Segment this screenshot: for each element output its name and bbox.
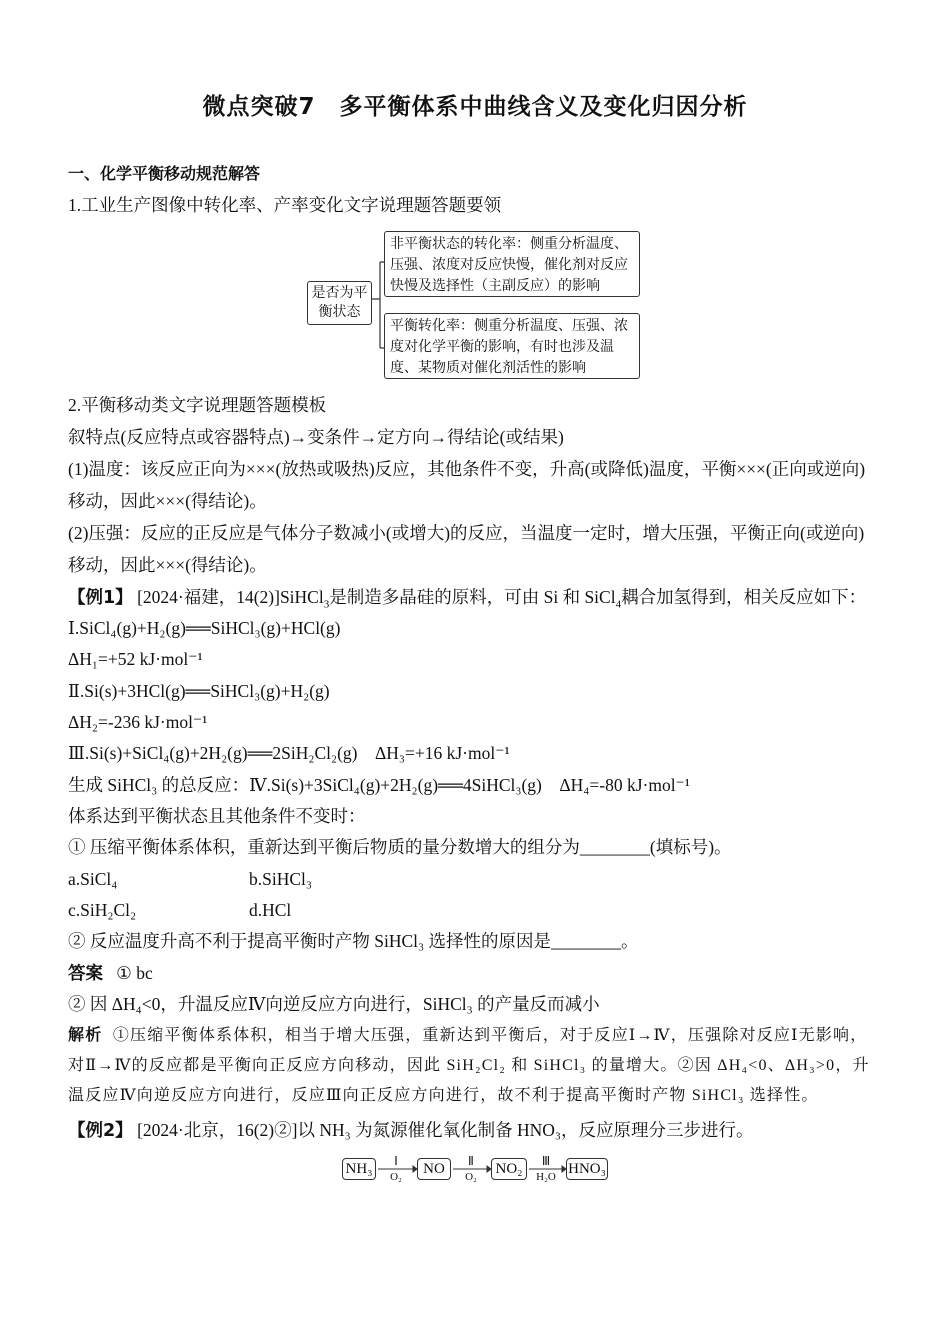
reaction-1: Ⅰ.SiCl₄(g)+H₂(g)══SiHCl₃(g)+HCl(g)	[68, 618, 341, 638]
diagram-top-box: 非平衡状态的转化率：侧重分析温度、压强、浓度对反应快慢，催化剂对反应快慢及选择性（主副反应）的影响	[384, 231, 640, 297]
flow-node-nh3: NH₃	[342, 1158, 376, 1180]
subheading-2: 2.平衡移动类文字说理题答题模板	[68, 395, 327, 415]
question-1: ① 压缩平衡体系体积，重新达到平衡后物质的量分数增大的组分为________(填标号)。	[68, 837, 732, 857]
option-c: c.SiH₂Cl₂	[68, 900, 137, 920]
example-2-text: [2024·北京，16(2)②]以 NH₃ 为氮源催化氧化制备 HNO₃，反应原理分三步进行。	[137, 1120, 754, 1140]
explanation-tag: 解析	[68, 1025, 103, 1044]
step-1-label: Ⅰ	[394, 1154, 398, 1168]
step-3-cond: H₂O	[536, 1171, 556, 1183]
reaction-3: Ⅲ.Si(s)+SiCl₄(g)+2H₂(g)══2SiH₂Cl₂(g) ΔH₃=+16 kJ·mol⁻¹	[68, 743, 510, 763]
explanation-text: ①压缩平衡体系体积，相当于增大压强，重新达到平衡后，对于反应Ⅰ→Ⅳ，压强除对反应Ⅰ无影响，对Ⅱ→Ⅳ的反应都是平衡向正反应方向移动，因此 SiH₂Cl₂ 和 SiHCl₃ 的量增大。②因 ΔH₄<0、ΔH₃>0，升温反应Ⅳ向逆反应方向进行，反应Ⅲ向正反应方向进行，故不利于提高平衡时产物 SiHCl₃ 选择性。	[68, 1027, 870, 1104]
intro-tail: 耦合加氢得到，相关反应如下：	[621, 587, 867, 607]
step-1-cond: O₂	[390, 1171, 402, 1183]
step-3-label: Ⅲ	[541, 1154, 551, 1168]
section-heading: 一、化学平衡移动规范解答	[68, 164, 261, 183]
example-1-tag: 【例1】	[68, 588, 133, 608]
page-title: 微点突破7 多平衡体系中曲线含义及变化归因分析	[202, 94, 748, 120]
flow-node-no2: NO₂	[491, 1158, 527, 1180]
option-d: d.HCl	[249, 900, 292, 920]
reaction-4: 生成 SiHCl₃ 的总反应：Ⅳ.Si(s)+3SiCl₄(g)+2H₂(g)══4SiHCl₃(g) ΔH₄=-80 kJ·mol⁻¹	[68, 775, 691, 795]
intro-text: 是制造多晶硅的原料，可由 Si 和 SiCl	[329, 587, 616, 607]
answer-2: ② 因 ΔH₄<0，升温反应Ⅳ向逆反应方向进行，SiHCl₃ 的产量反而减小	[68, 994, 600, 1014]
reaction-2: Ⅱ.Si(s)+3HCl(g)══SiHCl₃(g)+H₂(g)	[68, 681, 330, 701]
diagram-bottom-box: 平衡转化率：侧重分析温度、压强、浓度对化学平衡的影响，有时也涉及温度、某物质对催化剂活性的影响	[384, 313, 640, 379]
temperature-paragraph: (1)温度：该反应正向为×××(放热或吸热)反应，其他条件不变，升高(或降低)温度，平衡×××(正向或逆向)移动，因此×××(得结论)。	[68, 459, 866, 511]
option-a: a.SiCl₄	[68, 869, 118, 889]
step-2-label: Ⅱ	[468, 1154, 474, 1168]
enthalpy-2: ΔH₂=-236 kJ·mol⁻¹	[68, 712, 208, 732]
diagram-center-box: 是否为平衡状态	[307, 281, 372, 325]
template-line: 叙特点(反应特点或容器特点)→变条件→定方向→得结论(或结果)	[68, 427, 564, 447]
flow-node-no: NO	[417, 1158, 451, 1180]
answer-1: ① bc	[116, 963, 153, 983]
answer-tag: 答案	[68, 964, 103, 984]
enthalpy-1: ΔH₁=+52 kJ·mol⁻¹	[68, 649, 203, 669]
example-1-source: [2024·福建，14(2)]	[137, 587, 280, 607]
example-2-tag: 【例2】	[68, 1121, 133, 1141]
question-2: ② 反应温度升高不利于提高平衡时产物 SiHCl₃ 选择性的原因是________。	[68, 931, 639, 951]
intro-formula: SiHCl	[279, 587, 324, 607]
step-2-cond: O₂	[465, 1171, 477, 1183]
option-b: b.SiHCl₃	[249, 869, 312, 889]
pressure-paragraph: (2)压强：反应的正反应是气体分子数减小(或增大)的反应，当温度一定时，增大压强，平衡正向(或逆向)移动，因此×××(得结论)。	[68, 523, 865, 575]
example-1-intro: 【例1】 [2024·福建，14(2)]SiHCl$_3$是制造多晶硅的原料，可由 Si 和 SiCl$_4$耦合加氢得到，相关反应如下：	[68, 587, 867, 611]
subheading-1: 1.工业生产图像中转化率、产率变化文字说理题答题要领	[68, 195, 502, 215]
flow-node-hno3: HNO₃	[566, 1158, 608, 1180]
condition-line: 体系达到平衡状态且其他条件不变时：	[68, 806, 366, 826]
